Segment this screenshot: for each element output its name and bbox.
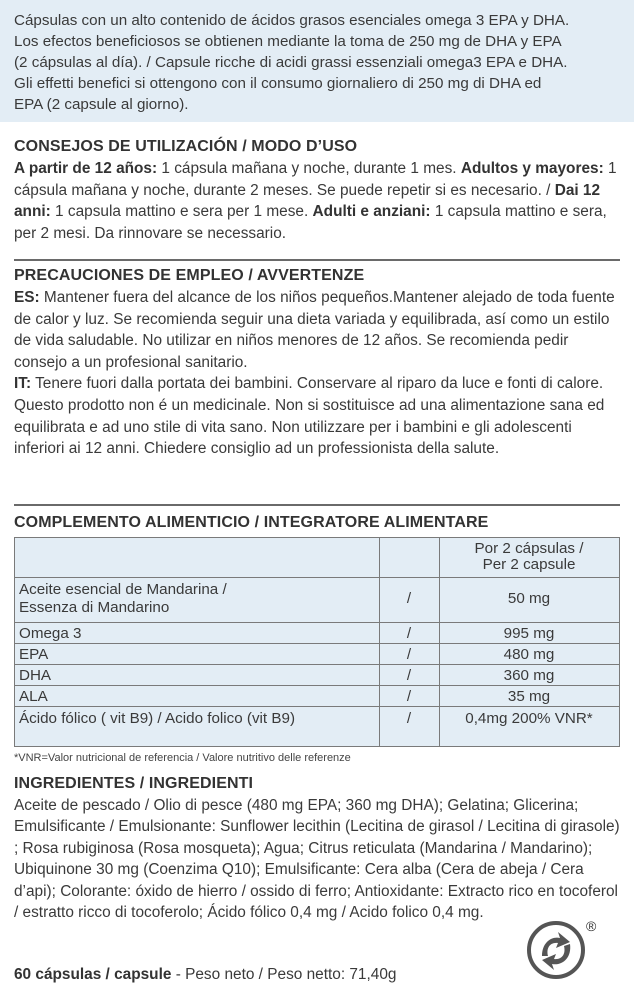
nutrition-table (14, 537, 620, 747)
intro-line: Gli effetti benefici si ottengono con il consumo giornaliero di 250 mg di DHA ed (14, 75, 542, 92)
ingredients-text: Aceite de pescado / Olio di pesce (480 mg EPA; 360 mg DHA); Gelatina; Glicerina; Emulsificante / Emulsionante: Sunflower lecithin (Lecitina de girasol / Lecitina di girasole) ; Rosa rubiginosa (Rosa mosqueta); Agua; Citrus reticulata (Mandarina / Mandarino); Ubiquinone 30 mg (Coenzima Q10); Emulsificante: Cera alba (Cera de abeja / Cera d’api); Colorante: óxido de hierro / ossido di ferro; Antioxidante: Extracto rico en tocoferol / estratto ricco di tocoferolo; Ácido fólico 0,4 mg / Acido folico 0,4 mg. (14, 797, 620, 922)
table-header-line: Per 2 capsule (482, 556, 576, 573)
intro-line: (2 cápsulas al día). / Capsule ricche di acidi grassi essenziali omega3 EPA e DHA. (14, 54, 568, 71)
table-cell-name (19, 581, 379, 617)
green-dot-recycling-icon (526, 920, 586, 980)
precautions-it (14, 373, 622, 459)
table-cell-name: Omega 3 (19, 625, 82, 642)
table-cell-separator: / (406, 625, 412, 642)
usage-it-age: Dai 12 anni: (14, 181, 601, 221)
usage-es-adults: Adultos y mayores: (460, 160, 604, 177)
table-header-row (15, 538, 619, 577)
lang-es-label: ES: (14, 289, 40, 306)
table-row (15, 622, 619, 643)
table-cell-value: 50 mg (507, 590, 551, 607)
table-footnote: *VNR=Valor nutricional de referencia / Valore nutritivo delle referenze (14, 752, 351, 764)
usage-it-adults-text: 1 capsula mattino e sera, per 2 mesi. Da rinnovare se necessario. (14, 203, 607, 242)
usage-es-age: A partir de 12 años: (14, 160, 158, 177)
table-header-cell (439, 541, 619, 573)
table-cell-value: 995 mg (503, 625, 555, 642)
table-row (15, 685, 619, 706)
ingredients-title: INGREDIENTES / INGREDIENTI (14, 775, 254, 792)
intro-block (0, 0, 634, 122)
usage-section (14, 136, 622, 244)
supplement-section (14, 512, 622, 534)
table-cell-value: 35 mg (507, 688, 551, 705)
intro-line: Los efectos beneficiosos se obtienen mediante la toma de 250 mg de DHA y EPA (14, 33, 562, 50)
usage-es-age-text: 1 cápsula mañana y noche, durante 1 mes. (157, 160, 461, 177)
precautions-es-text: Mantener fuera del alcance de los niños pequeños.Mantener alejado de toda fuente de calor y luz. Se recomienda seguir una dieta variada y equilibrada, así como un estilo de vida saludable. No utilizar en niños menores de 12 años. Se recomienda pedir consejo a un profesional sanitario. (14, 289, 615, 371)
supplement-title: COMPLEMENTO ALIMENTICIO / INTEGRATORE ALIMENTARE (14, 514, 489, 531)
capsule-count: 60 cápsulas / capsule (14, 966, 172, 983)
table-cell-separator: / (406, 590, 412, 607)
intro-line: Cápsulas con un alto contenido de ácidos grasos esenciales omega 3 EPA y DHA. (14, 12, 570, 29)
divider (14, 504, 620, 506)
precautions-title: PRECAUCIONES DE EMPLEO / AVVERTENZE (14, 267, 365, 284)
table-cell-value: 480 mg (503, 646, 555, 663)
table-row (15, 664, 619, 685)
table-cell-name: EPA (19, 646, 49, 663)
table-row (15, 643, 619, 664)
usage-it-age-text: 1 capsula mattino e sera per 1 mese. (50, 203, 313, 221)
usage-it-adults: Adulti e anziani: (312, 203, 431, 221)
net-weight: - Peso neto / Peso netto: 71,40g (171, 966, 397, 983)
table-cell-name: DHA (19, 667, 52, 684)
table-cell-separator: / (406, 688, 412, 705)
ingredients-section (14, 773, 620, 923)
table-cell-separator: / (406, 710, 412, 727)
net-weight-footer (14, 964, 396, 986)
table-cell-name: Ácido fólico ( vit B9) / Acido folico (vit B9) (19, 710, 296, 727)
lang-it-label: IT: (14, 375, 32, 393)
registered-mark: ® (586, 918, 597, 934)
precautions-it-text: Tenere fuori dalla portata dei bambini. Conservare al riparo da luce e fonti di calore. Questo prodotto non é un medicinale. Non si sostituisce ad una alimentazione sana ed equilibrata e ad uno stile di vita sano. Non utilizzare per i bambini e gli adolescenti inferiori ai 12 anni. Chiedere consiglio ad un professionista della salute. (14, 375, 605, 458)
divider (14, 259, 620, 261)
table-row (15, 706, 619, 746)
table-cell-value: 360 mg (503, 667, 555, 684)
usage-title: CONSEJOS DE UTILIZACIÓN / MODO D’USO (14, 138, 358, 155)
table-cell-separator: / (406, 646, 412, 663)
precautions-section (14, 265, 622, 460)
table-cell-name-line: Essenza di Mandarino (19, 599, 170, 616)
usage-text (14, 158, 622, 244)
table-row (15, 577, 619, 622)
table-cell-name-line: Aceite esencial de Mandarina / (19, 581, 227, 598)
table-header-line: Por 2 cápsulas / (474, 540, 584, 557)
table-cell-name: ALA (19, 688, 48, 705)
precautions-es (14, 287, 622, 373)
usage-es-adults-text: 1 cápsula mañana y noche, durante 2 meses. Se puede repetir si es necesario. / (14, 160, 617, 199)
table-cell-separator: / (406, 667, 412, 684)
table-cell-value: 0,4mg 200% VNR* (465, 710, 593, 727)
intro-line: EPA (2 capsule al giorno). (14, 96, 189, 113)
